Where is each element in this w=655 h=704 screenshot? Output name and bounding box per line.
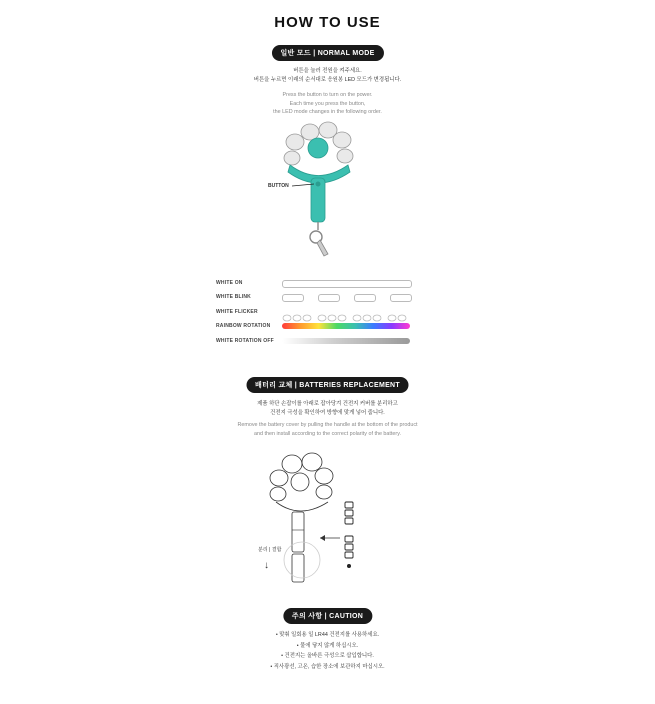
batteries-korean-line: 건전지 극성을 확인하여 방향에 맞게 넣어 줍니다.: [270, 409, 385, 416]
button-label: BUTTON: [268, 183, 289, 189]
mode-bar-white-flicker: [282, 309, 412, 317]
mode-bar-white-rotation-off: [282, 338, 410, 344]
mode-label-white-flicker: WHITE FLICKER: [216, 309, 258, 315]
batteries-korean-line: 제품 하단 손잡이를 아래로 잡아당겨 건전지 커버를 분리하고: [257, 401, 398, 407]
normal-mode-english: [0, 91, 655, 117]
mode-label-white-blink: WHITE BLINK: [216, 294, 251, 300]
battery-stack-icon: [342, 500, 356, 570]
batteries-english: [0, 421, 655, 438]
mode-bar-white-blink: [282, 294, 412, 302]
mode-label-rainbow-rotation: RAINBOW ROTATION: [216, 323, 271, 329]
normal-mode-korean: [0, 67, 655, 84]
flower-outline-icon: [270, 453, 333, 511]
caution-item: • 직사광선, 고온, 습한 장소에 보관하지 마십시오.: [270, 663, 385, 670]
normal-mode-english-line: Each time you press the button,: [289, 100, 366, 107]
caution-item: • 건전지는 올바른 극성으로 삽입합니다.: [281, 653, 374, 659]
light-stick-illustration: [270, 120, 380, 270]
power-button-icon: [316, 182, 321, 187]
mode-bar-white-on: [282, 280, 412, 288]
page-title: HOW TO USE: [274, 14, 381, 31]
normal-mode-english-line: the LED mode changes in the following order.: [273, 109, 382, 116]
batteries-korean: [0, 400, 655, 417]
mode-label-white-rotation-off: WHITE ROTATION OFF: [216, 338, 274, 344]
batteries-english-line: and then install according to the correct polarity of the battery.: [253, 430, 402, 437]
normal-mode-korean-line: 버튼을 누르면 이래의 순서대로 응원봉 LED 모드가 변경됩니다.: [253, 76, 402, 83]
batteries-english-line: Remove the battery cover by pulling the handle at the bottom of the product: [237, 422, 418, 428]
caution-list: [0, 630, 655, 672]
caution-item: • 맞춰 일회용 일 LR44 건전지를 사용하세요.: [275, 632, 380, 638]
battery-diagram: [262, 450, 382, 590]
caution-item: • 물에 닿지 않게 하십시오.: [296, 642, 359, 649]
detach-attach-label: 분리 | 결합: [258, 547, 282, 553]
mode-bar-rainbow-rotation: [282, 323, 410, 329]
down-arrow-icon: ↓: [264, 560, 269, 571]
normal-mode-english-line: Press the button to turn on the power.: [282, 92, 373, 98]
caution-header: 주의 사항 | CAUTION: [283, 608, 372, 624]
mode-label-white-on: WHITE ON: [216, 280, 243, 286]
normal-mode-header: 일반 모드 | NORMAL MODE: [271, 45, 383, 61]
normal-mode-korean-line: 버튼을 눌러 전원을 켜주세요.: [293, 68, 362, 74]
batteries-header: 배터리 교체 | BATTERIES REPLACEMENT: [246, 377, 409, 393]
